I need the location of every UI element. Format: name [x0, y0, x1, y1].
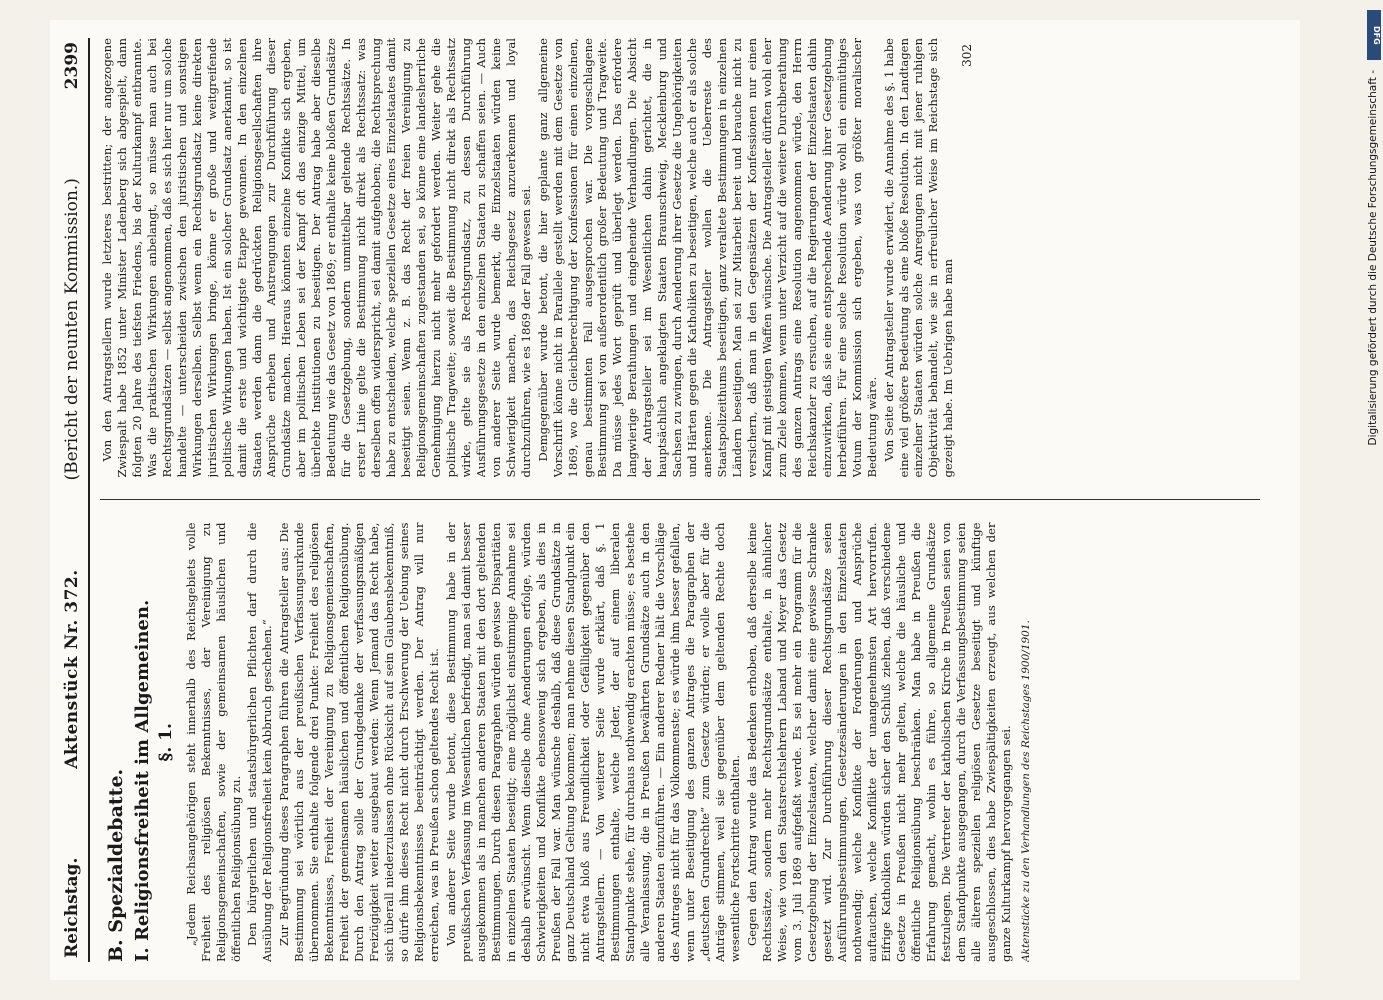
body-paragraph: Von den Antragstellern wurde letzteres bestritten; der angezogene Zwiespalt habe 1852 unter Minister Ladenberg sich abgespielt, dann folgten 20 Jahre des tiefsten Friedens, bis der Kulturkampf entbrannte. Was die praktischen Wirkungen anbelangt, so müsse man auch bei Rechtsgrundsätzen — selbst angenommen, daß es sich hier nur um solche handelte — unterscheiden zwischen den juristischen und sonstigen Wirkungen derselben. Selbst wenn ein Rechtsgrundsatz keine direkten juristischen Wirkungen bringe, könne er große und weitgreifende politische Wirkungen haben. Ist ein solcher Grundsatz anerkannt, so ist damit die erste und wichtigste Etappe gewonnen. In den einzelnen Staaten werden dann die gedrückten Religionsgesellschaften ihre Ansprüche erheben und Anstrengungen zur Durchführung dieser Grundsätze machen. Hieraus könnten einzelne Konflikte sich ergeben, aber im politischen Leben sei der Kampf oft das einzige Mittel, um überlebte Institutionen zu beseitigen. Der Antrag habe aber dieselbe Bedeutung wie das Gesetz von 1869; er enthalte keine bloßen Grundsätze für die Gesetzgebung, sondern unmittelbar geltende Rechtssätze. In erster Linie gelte die Bestimmung nicht direkt als Rechtssatz: was derselben offen widerspricht, sei damit aufgehoben; die Rechtsprechung habe zu entscheiden, welche speziellen Gesetze eines Einzelstaates damit beseitigt seien. Wenn z. B. das Recht der freien Vereinigung zu Religionsgemeinschaften zugestanden sei, so könne eine landesherrliche Genehmigung hierzu nicht mehr gefordert werden. Weiter gehe die politische Tragweite; soweit die Bestimmung nicht direkt als Rechtssatz wirke, gelte sie als Rechtsgrundsatz, zu dessen Durchführung Ausführungsgesetze in den einzelnen Staaten zu schaffen seien. — Auch von anderer Seite wurde bemerkt, die Einzelstaaten würden keine Schwierigkeit machen, das Reichsgesetz anzuerkennen und loyal durchzuführen, wie es 1869 der Fall gewesen sei.: [100, 38, 533, 478]
text-columns: [90, 38, 1260, 962]
subsection-heading: I. Religionsfreiheit im Allgemeinen.: [131, 599, 153, 962]
document-page: [50, 20, 1300, 980]
signature-number: 302: [960, 44, 975, 67]
header-section: (Bericht der neunten Kommission.): [62, 178, 82, 481]
digitization-credit: Digitalisierung gefördert durch die Deutsche Forschungsgemeinschaft -: [1367, 70, 1379, 446]
paragraph-number: §. 1.: [155, 723, 176, 762]
page-header: [58, 38, 90, 962]
body-paragraph: Von anderer Seite wurde betont, diese Bestimmung habe in der preußischen Verfassung im Wesentlichen befriedigt, man sei damit besser ausgekommen als in manchen anderen Staaten mit den dort geltenden Bestimmungen. Durch diesen Paragraphen würden gewisse Disparitäten in einzelnen Staaten beseitigt; eine möglichst einstimmige Annahme sei deshalb erwünscht. Wenn dieselbe ohne Aenderungen erfolge, würden Schwierigkeiten und Konflikte ebensowenig sich ergeben, als dies in Preußen der Fall war. Man wünsche deshalb, daß diese Grundsätze in ganz Deutschland Geltung bekommen; man nehme diesen Standpunkt ein nicht etwa bloß aus Freundlichkeit oder Gefälligkeit gegenüber den Antragstellern. — Von weiterer Seite wurde erklärt, daß §. 1 Bestimmungen enthalte, welche Jeder, der auf einem liberalen Standpunkte stehe, für durchaus nothwendig erachten müsse; es bestehe alle Veranlassung, die in Preußen bewährten Grundsätze auch in den anderen Staaten einzuführen. — Ein anderer Redner hält die Vorschläge des Antrages nicht für das Volkommenste; es würde ihm besser gefallen, wenn unter Beseitigung des ganzen Antrages die Paragraphen der „deutschen Grundrechte“ zum Gesetze würden; er wolle aber für die Anträge stimmen, weil sie gegenüber dem geltenden Rechte doch wesentliche Fortschritte enthalten.: [443, 522, 742, 962]
dfg-logo: DFG: [1367, 10, 1381, 60]
header-center: Aktenstück Nr. 372.: [62, 569, 82, 769]
body-paragraph: Demgegenüber wurde betont, die hier geplante ganz allgemeine Vorschrift könne nicht in Parallele gestellt werden mit dem Gesetze von 1869, wo die Gleichberechtigung der Konfessionen für einen einzelnen, genau bestimmten Fall ausgesprochen war. Die vorgeschlagene Bestimmung sei von außerordentlich großer Bedeutung und Tragweite. Da müsse jedes Wort geprüft und überlegt werden. Das erfordere langwierige Berathungen und eingehende Verhandlungen. Die Absicht der Antragsteller sei im Wesentlichen dahin gerichtet, die in hauptsächlich angeklagten Staaten Braunschweig, Mecklenburg und Sachsen zu zwingen, durch Aenderung ihrer Gesetze die Ungehörigkeiten und Härten gegen die Katholiken zu beseitigen, welche auch er als solche anerkenne. Die Antragsteller wollen die Ueberreste des Staatspolizeithums beseitigen, ganz veraltete Bestimmungen in einzelnen Ländern beseitigen. Man sei zur Mitarbeit bereit und brauche nicht zu versichern, daß man in den Gegensätzen der Konfessionen nur einen Kampf mit geistigen Waffen wünsche. Die Antragsteller dürften wohl eher zum Ziele kommen, wenn unter Verzicht auf die weitere Durchberathung des ganzen Antrags eine Resolution angenommen würde, den Herrn Reichskanzler zu ersuchen, auf die Regierungen der Einzelstaaten dahin einzuwirken, daß sie eine entsprechende Aenderung ihrer Gesetzgebung herbeiführen. Für eine solche Resolution würde wohl ein einmüthiges Votum der Kommission sich ergeben, was von größter moralischer Bedeutung wäre.: [535, 38, 879, 478]
right-column: [100, 38, 1260, 478]
body-paragraph: Zur Begründung dieses Paragraphen führen die Antragsteller aus: Die Bestimmung sei wörtlich aus der preußischen Verfassungsurkunde übernommen. Sie enthalte folgende drei Punkte: Freiheit des religiösen Bekenntnisses, Freiheit der Vereinigung zu Religionsgemeinschaften, Freiheit der gemeinsamen häuslichen und öffentlichen Religionsübung. Durch den Antrag solle der Grundgedanke der verfassungsmäßigen Freizügigkeit weiter ausgebaut werden: Wenn Jemand das Recht habe, sich überall niederzulassen ohne Rücksicht auf sein Glaubensbekenntniß, so dürfe ihm dieses Recht nicht durch Erschwerung der Uebung seines Religionsbekenntnisses beeinträchtigt werden. Der Antrag will nur erreichen, was in Preußen schon geltendes Recht ist.: [277, 522, 441, 962]
header-left: Reichstag.: [62, 857, 82, 958]
body-paragraph: Den bürgerlichen und staatsbürgerlichen Pflichten darf durch die Ausübung der Religionsfreiheit kein Abbruch geschehen.“: [245, 522, 275, 962]
section-heading: B. Spezialdebatte.: [105, 768, 127, 962]
body-paragraph: Gegen den Antrag wurde das Bedenken erhoben, daß derselbe keine Rechtssätze, sondern mehr Rechtsgrundsätze enthalte, in ähnlicher Weise, wie von den Staatsrechtslehrern Laband und Meyer das Gesetz vom 3. Juli 1869 aufgefaßt werde. Es sei mehr ein Programm für die Gesetzgebung der Einzelstaaten, welcher damit eine gewisse Schranke gesetzt wird. Zur Durchführung dieser Rechtsgrundsätze seien Ausführungsbestimmungen, Gesetzesänderungen in den Einzelstaaten nothwendig; welche Konflikte der Forderungen und Ansprüche auftauchen, welche Konflikte der unangenehmsten Art hervorrufen. Eifrige Katholiken würden sicher den Schluß ziehen, daß verschiedene Gesetze in Preußen nicht mehr gelten, welche die häusliche und öffentliche Religionsübung beschränken. Man habe in Preußen die Erfahrung gemacht, wohin es führe, so allgemeine Grundsätze festzulegen. Die Vertreter der katholischen Kirche in Preußen seien von dem Standpunkte ausgegangen, durch die Verfassungsbestimmung seien alle älteren speziellen religiösen Gesetze beseitigt und künftige ausgeschlossen, dies habe Zwiespältigkeiten erzeugt, aus welchen der ganze Kulturkampf hervorgegangen sei.: [744, 522, 1014, 962]
page-number: 2399: [62, 42, 82, 90]
footer-note: Aktenstücke zu den Verhandlungen des Reichstages 1900/1901.: [1020, 620, 1033, 962]
left-column: [100, 523, 1260, 963]
body-paragraph: „Jedem Reichsangehörigen steht innerhalb des Reichsgebiets volle Freiheit des religiösen Bekenntnisses, der Vereinigung zu Religionsgemeinschaften, sowie der gemeinsamen häuslichen und öffentlichen Religionsübung zu.: [183, 522, 243, 962]
body-paragraph: Von Seite der Antragsteller wurde erwidert, die Annahme des §. 1 habe eine viel größere Bedeutung als eine bloße Resolution. In den Landtagen einzelner Staaten würden solche Anregungen nicht mit jener ruhigen Objektivität behandelt, wie sie in erfreulicher Weise im Reichstage sich gezeigt habe. Im Uebrigen habe man: [881, 38, 956, 478]
column-divider: [100, 500, 1260, 501]
